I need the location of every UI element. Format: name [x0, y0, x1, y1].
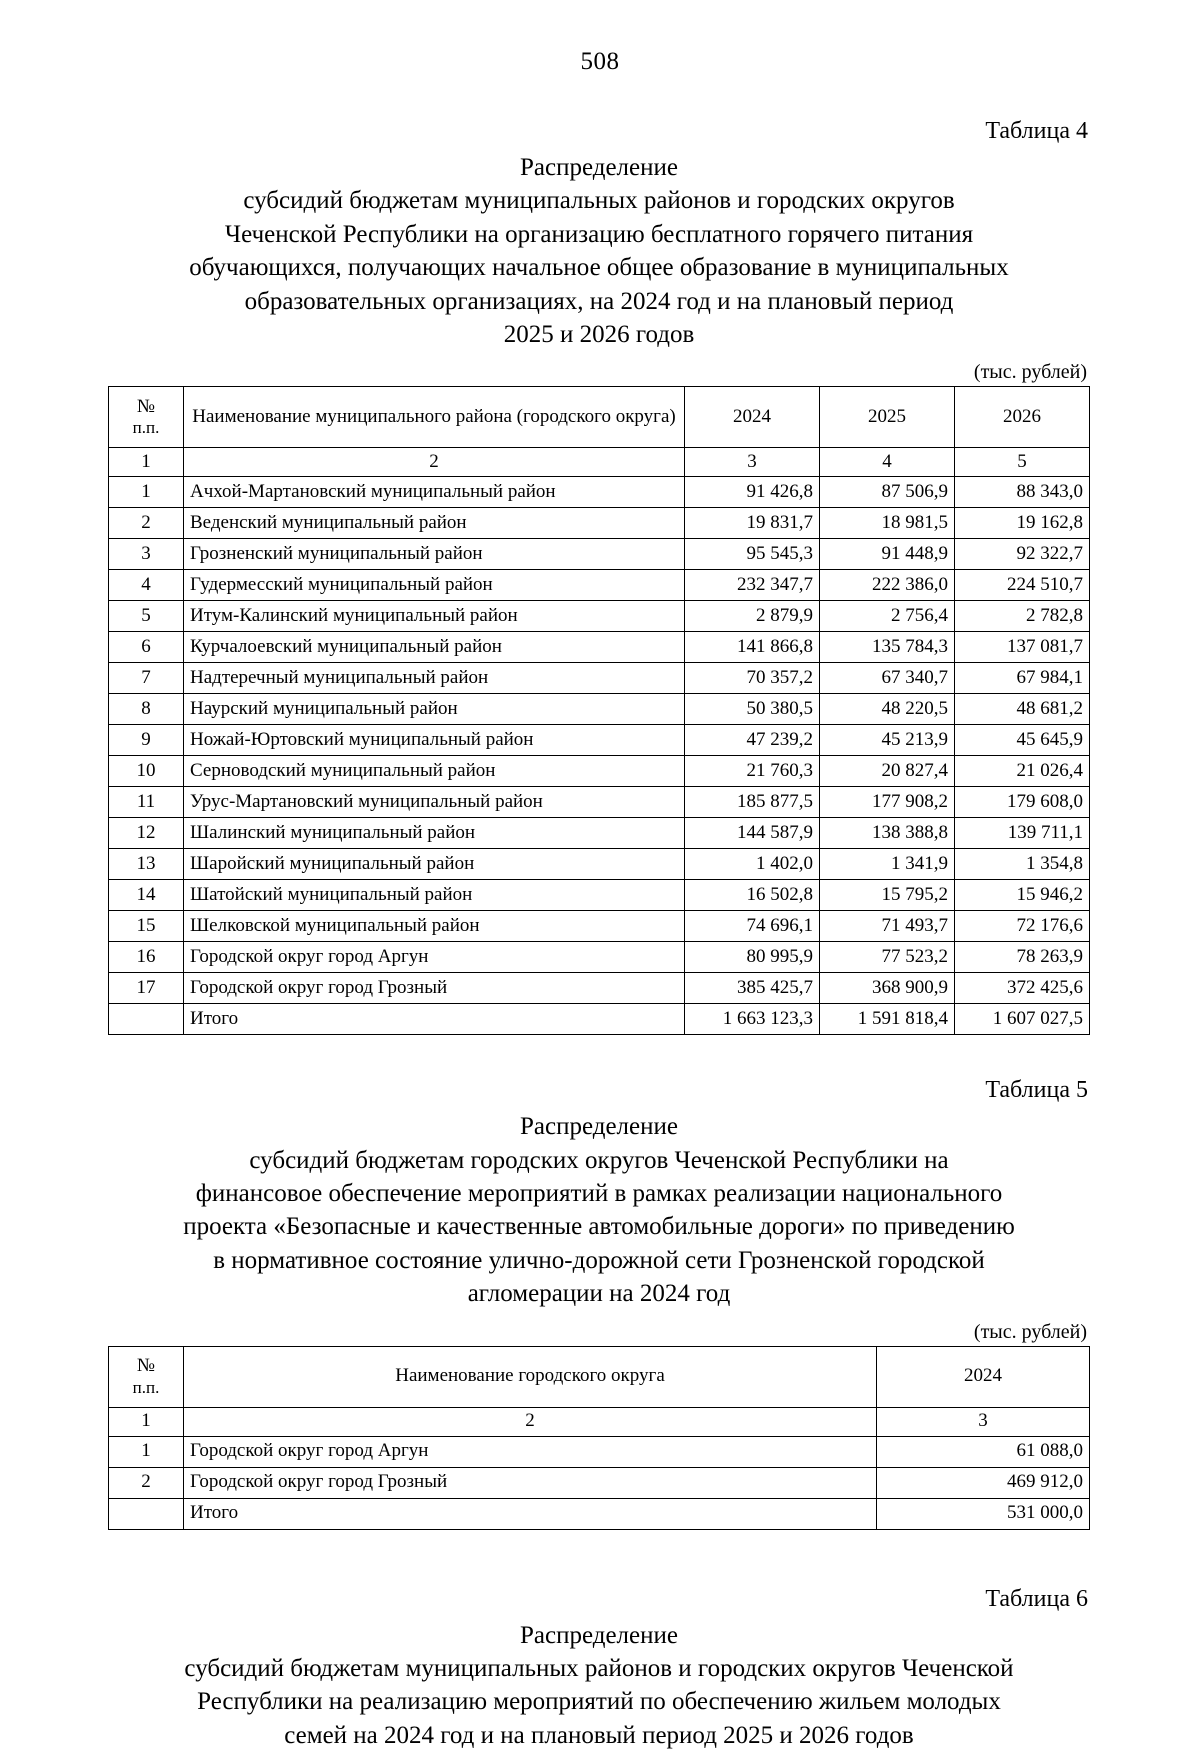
table-row — [109, 725, 1090, 756]
page-content — [108, 118, 1090, 1752]
total-2024: 531 000,0 — [877, 1498, 1090, 1529]
row-name: Итум-Калинский муниципальный район — [184, 601, 685, 632]
row-name: Урус-Мартановский муниципальный район — [184, 787, 685, 818]
table4-column-number-row — [109, 448, 1090, 477]
row-number: 13 — [109, 849, 184, 880]
table-row — [109, 818, 1090, 849]
row-2026: 137 081,7 — [955, 632, 1090, 663]
table-row — [109, 632, 1090, 663]
row-number: 2 — [109, 508, 184, 539]
row-number: 6 — [109, 632, 184, 663]
row-2025: 177 908,2 — [820, 787, 955, 818]
table5-title-line-1: Распределение — [108, 1110, 1090, 1143]
row-name: Городской округ город Грозный — [184, 973, 685, 1004]
row-2026: 45 645,9 — [955, 725, 1090, 756]
row-number: 14 — [109, 880, 184, 911]
row-name: Городской округ город Аргун — [184, 1436, 877, 1467]
row-2024: 144 587,9 — [685, 818, 820, 849]
row-2025: 135 784,3 — [820, 632, 955, 663]
table-row — [109, 880, 1090, 911]
table5-total-row — [109, 1498, 1090, 1529]
row-name: Ножай-Юртовский муниципальный район — [184, 725, 685, 756]
table4-header-num — [109, 387, 184, 448]
row-name: Городской округ город Аргун — [184, 942, 685, 973]
total-2025: 1 591 818,4 — [820, 1004, 955, 1035]
row-2025: 2 756,4 — [820, 601, 955, 632]
table5-title — [108, 1110, 1090, 1310]
row-number: 2 — [109, 1467, 184, 1498]
row-2026: 15 946,2 — [955, 880, 1090, 911]
table-row — [109, 942, 1090, 973]
table5-header-name: Наименование городского округа — [184, 1346, 877, 1407]
table5-colnum-2: 2 — [184, 1407, 877, 1436]
row-number: 10 — [109, 756, 184, 787]
row-name: Надтеречный муниципальный район — [184, 663, 685, 694]
table4-title-line-1: Распределение — [108, 151, 1090, 184]
table4-header-name: Наименование муниципального района (городского округа) — [184, 387, 685, 448]
table4-header-num-sub: п.п. — [115, 418, 177, 438]
row-2024: 61 088,0 — [877, 1436, 1090, 1467]
table4-title — [108, 151, 1090, 351]
table4-header-2026: 2026 — [955, 387, 1090, 448]
table4-colnum-1: 1 — [109, 448, 184, 477]
table5-header-2024: 2024 — [877, 1346, 1090, 1407]
row-2026: 372 425,6 — [955, 973, 1090, 1004]
row-2026: 67 984,1 — [955, 663, 1090, 694]
table-row — [109, 539, 1090, 570]
row-2026: 78 263,9 — [955, 942, 1090, 973]
total-number — [109, 1498, 184, 1529]
row-name: Шалинский муниципальный район — [184, 818, 685, 849]
row-2025: 18 981,5 — [820, 508, 955, 539]
table4-caption: Таблица 4 — [108, 118, 1090, 145]
row-2026: 92 322,7 — [955, 539, 1090, 570]
row-number: 16 — [109, 942, 184, 973]
table5-column-number-row — [109, 1407, 1090, 1436]
row-number: 1 — [109, 477, 184, 508]
row-2024: 2 879,9 — [685, 601, 820, 632]
row-name: Наурский муниципальный район — [184, 694, 685, 725]
row-2026: 19 162,8 — [955, 508, 1090, 539]
table-row — [109, 694, 1090, 725]
table5-header-num-symbol: № — [115, 1355, 177, 1377]
table4-title-line-4: обучающихся, получающих начальное общее образование в муниципальных — [108, 251, 1090, 284]
row-number: 1 — [109, 1436, 184, 1467]
row-2025: 138 388,8 — [820, 818, 955, 849]
row-2026: 224 510,7 — [955, 570, 1090, 601]
row-number: 9 — [109, 725, 184, 756]
table-row — [109, 756, 1090, 787]
table4-colnum-5: 5 — [955, 448, 1090, 477]
row-2024: 1 402,0 — [685, 849, 820, 880]
row-2024: 19 831,7 — [685, 508, 820, 539]
row-2024: 141 866,8 — [685, 632, 820, 663]
row-number: 17 — [109, 973, 184, 1004]
row-name: Грозненский муниципальный район — [184, 539, 685, 570]
table-row — [109, 508, 1090, 539]
table4-total-row — [109, 1004, 1090, 1035]
table5-header-row — [109, 1346, 1090, 1407]
table4-colnum-4: 4 — [820, 448, 955, 477]
table-row — [109, 570, 1090, 601]
row-2024: 80 995,9 — [685, 942, 820, 973]
row-2025: 91 448,9 — [820, 539, 955, 570]
table6-caption: Таблица 6 — [108, 1586, 1090, 1613]
row-2025: 222 386,0 — [820, 570, 955, 601]
row-number: 11 — [109, 787, 184, 818]
row-2024: 70 357,2 — [685, 663, 820, 694]
table5-title-line-3: финансовое обеспечение мероприятий в рамках реализации национального — [108, 1177, 1090, 1210]
row-2025: 71 493,7 — [820, 911, 955, 942]
table4-title-line-6: 2025 и 2026 годов — [108, 318, 1090, 351]
row-2024: 385 425,7 — [685, 973, 820, 1004]
total-number — [109, 1004, 184, 1035]
table5-caption: Таблица 5 — [108, 1077, 1090, 1104]
row-name: Городской округ город Грозный — [184, 1467, 877, 1498]
row-name: Серноводский муниципальный район — [184, 756, 685, 787]
document-page — [0, 48, 1200, 1744]
total-label: Итого — [184, 1498, 877, 1529]
total-2024: 1 663 123,3 — [685, 1004, 820, 1035]
row-2026: 1 354,8 — [955, 849, 1090, 880]
table6-title — [108, 1619, 1090, 1752]
row-2025: 15 795,2 — [820, 880, 955, 911]
row-2026: 179 608,0 — [955, 787, 1090, 818]
row-name: Гудермесский муниципальный район — [184, 570, 685, 601]
table4-units: (тыс. рублей) — [108, 361, 1090, 384]
row-2024: 16 502,8 — [685, 880, 820, 911]
table5-header-num — [109, 1346, 184, 1407]
row-number: 7 — [109, 663, 184, 694]
row-2025: 45 213,9 — [820, 725, 955, 756]
table-row — [109, 849, 1090, 880]
row-2026: 88 343,0 — [955, 477, 1090, 508]
table5-title-line-4: проекта «Безопасные и качественные автомобильные дороги» по приведению — [108, 1210, 1090, 1243]
row-2024: 469 912,0 — [877, 1467, 1090, 1498]
table6-title-line-4: семей на 2024 год и на плановый период 2025 и 2026 годов — [108, 1719, 1090, 1752]
table4-title-line-5: образовательных организациях, на 2024 год и на плановый период — [108, 285, 1090, 318]
row-2026: 139 711,1 — [955, 818, 1090, 849]
table4-title-line-3: Чеченской Республики на организацию бесплатного горячего питания — [108, 218, 1090, 251]
row-2024: 91 426,8 — [685, 477, 820, 508]
table-row — [109, 601, 1090, 632]
row-2026: 21 026,4 — [955, 756, 1090, 787]
row-2024: 74 696,1 — [685, 911, 820, 942]
row-name: Шатойский муниципальный район — [184, 880, 685, 911]
table4-header-row — [109, 387, 1090, 448]
table5 — [108, 1346, 1090, 1530]
table4-colnum-3: 3 — [685, 448, 820, 477]
table6-title-line-1: Распределение — [108, 1619, 1090, 1652]
row-2026: 48 681,2 — [955, 694, 1090, 725]
table-row — [109, 477, 1090, 508]
row-2024: 95 545,3 — [685, 539, 820, 570]
row-2024: 47 239,2 — [685, 725, 820, 756]
total-label: Итого — [184, 1004, 685, 1035]
table4-header-2025: 2025 — [820, 387, 955, 448]
row-number: 8 — [109, 694, 184, 725]
row-2025: 67 340,7 — [820, 663, 955, 694]
row-2026: 72 176,6 — [955, 911, 1090, 942]
row-name: Шаройский муниципальный район — [184, 849, 685, 880]
row-number: 15 — [109, 911, 184, 942]
total-2026: 1 607 027,5 — [955, 1004, 1090, 1035]
row-2024: 21 760,3 — [685, 756, 820, 787]
row-name: Курчалоевский муниципальный район — [184, 632, 685, 663]
table-row — [109, 787, 1090, 818]
row-2024: 232 347,7 — [685, 570, 820, 601]
row-number: 12 — [109, 818, 184, 849]
table5-colnum-1: 1 — [109, 1407, 184, 1436]
row-2025: 1 341,9 — [820, 849, 955, 880]
table6-title-line-2: субсидий бюджетам муниципальных районов и городских округов Чеченской — [108, 1652, 1090, 1685]
table5-colnum-3: 3 — [877, 1407, 1090, 1436]
row-2025: 87 506,9 — [820, 477, 955, 508]
row-number: 3 — [109, 539, 184, 570]
row-2025: 48 220,5 — [820, 694, 955, 725]
table-row — [109, 1467, 1090, 1498]
table6-title-line-3: Республики на реализацию мероприятий по обеспечению жильем молодых — [108, 1685, 1090, 1718]
table5-units: (тыс. рублей) — [108, 1321, 1090, 1344]
page-number: 508 — [0, 48, 1200, 76]
row-name: Ачхой-Мартановский муниципальный район — [184, 477, 685, 508]
row-number: 4 — [109, 570, 184, 601]
table4-header-num-symbol: № — [115, 396, 177, 418]
table5-title-line-2: субсидий бюджетам городских округов Чеченской Республики на — [108, 1144, 1090, 1177]
row-2024: 185 877,5 — [685, 787, 820, 818]
row-2024: 50 380,5 — [685, 694, 820, 725]
table5-title-line-6: агломерации на 2024 год — [108, 1277, 1090, 1310]
table-row — [109, 911, 1090, 942]
table4-colnum-2: 2 — [184, 448, 685, 477]
table-row — [109, 1436, 1090, 1467]
row-2025: 368 900,9 — [820, 973, 955, 1004]
table4-header-2024: 2024 — [685, 387, 820, 448]
table4-title-line-2: субсидий бюджетам муниципальных районов и городских округов — [108, 184, 1090, 217]
row-number: 5 — [109, 601, 184, 632]
table4 — [108, 386, 1090, 1035]
table5-title-line-5: в нормативное состояние улично-дорожной сети Грозненской городской — [108, 1244, 1090, 1277]
table-row — [109, 973, 1090, 1004]
row-2025: 77 523,2 — [820, 942, 955, 973]
table-row — [109, 663, 1090, 694]
row-2026: 2 782,8 — [955, 601, 1090, 632]
row-2025: 20 827,4 — [820, 756, 955, 787]
row-name: Шелковской муниципальный район — [184, 911, 685, 942]
row-name: Веденский муниципальный район — [184, 508, 685, 539]
table5-header-num-sub: п.п. — [115, 1378, 177, 1398]
